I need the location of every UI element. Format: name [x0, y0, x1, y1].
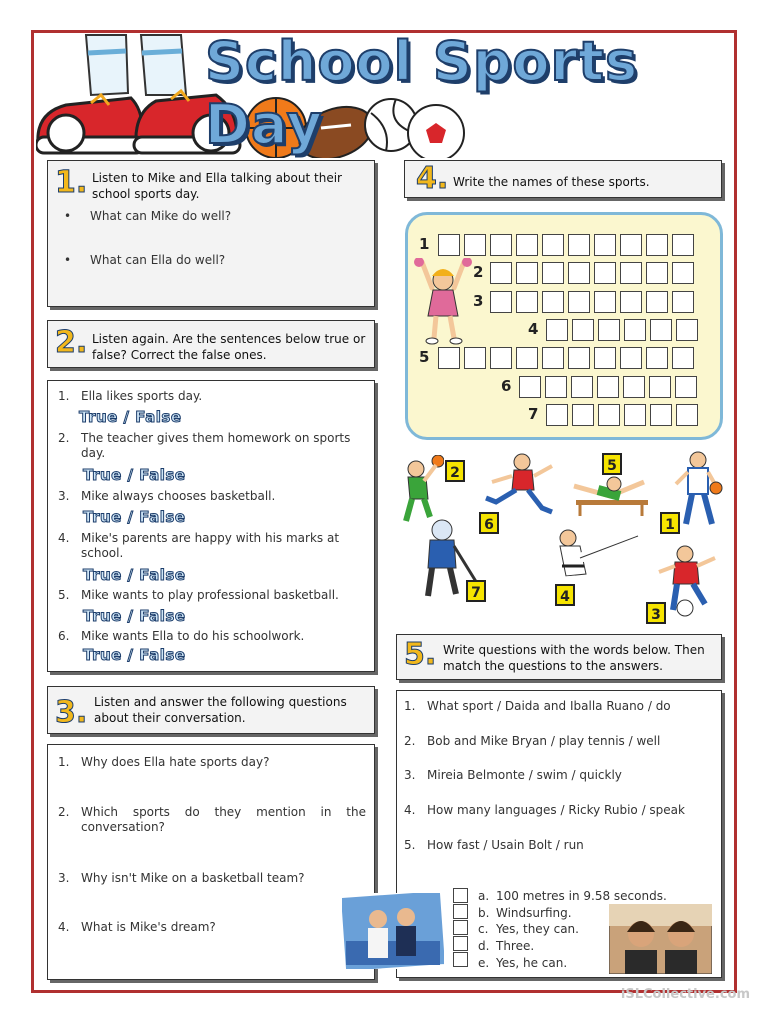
crossword-cell[interactable]: [646, 291, 668, 313]
section-1-question: What can Mike do well?: [90, 209, 232, 223]
item-number: 1.: [58, 755, 70, 769]
answer-letter: e.: [478, 956, 490, 970]
gymnast-illustration: [570, 474, 650, 516]
item-text: The teacher gives them homework on sports day.: [81, 431, 351, 460]
section-3-instruction: Listen and answer the following questions about their conversation.: [94, 695, 347, 725]
crossword-cell[interactable]: [516, 262, 538, 284]
crossword-cell[interactable]: [620, 262, 642, 284]
crossword-cell[interactable]: [620, 234, 642, 256]
crossword-cell[interactable]: [490, 262, 512, 284]
crossword-number: 6: [501, 377, 512, 395]
crossword-cell[interactable]: [598, 319, 620, 341]
crossword-cell[interactable]: [676, 404, 698, 426]
sport-badge: 1: [660, 512, 680, 534]
crossword-cell[interactable]: [672, 262, 694, 284]
crossword-cell[interactable]: [594, 234, 616, 256]
crossword-cell[interactable]: [490, 234, 512, 256]
item-text: Why isn't Mike on a basketball team?: [81, 871, 305, 885]
answer-letter: c.: [478, 922, 489, 936]
crossword-cell[interactable]: [572, 404, 594, 426]
sport-badge: 5: [602, 453, 622, 475]
crossword-cell[interactable]: [490, 347, 512, 369]
section-1-number: 1.: [55, 165, 88, 200]
section-4-instruction: Write the names of these sports.: [453, 175, 650, 189]
crossword-cell[interactable]: [542, 262, 564, 284]
basketball-boy-illustration: [398, 455, 444, 527]
answer-letter: a.: [478, 889, 490, 903]
item-text: Mike always chooses basketball.: [81, 489, 276, 503]
answer-text: Yes, he can.: [496, 956, 568, 970]
section-3-items-box: [47, 744, 375, 980]
crossword-number: 7: [528, 405, 539, 423]
section-1-instruction: Listen to Mike and Ella talking about their school sports day.: [92, 171, 342, 201]
item-text: Mike's parents are happy with his marks at school.: [81, 531, 340, 560]
crossword-cell[interactable]: [646, 234, 668, 256]
section-2-number: 2.: [55, 325, 88, 360]
item-number: 5.: [404, 838, 416, 852]
crossword-row-5: [438, 347, 694, 369]
crossword-cell[interactable]: [516, 234, 538, 256]
crossword-cell[interactable]: [542, 234, 564, 256]
running-boy-illustration: [482, 452, 560, 518]
section-2-instruction: Listen again. Are the sentences below true or false? Correct the false ones.: [92, 332, 366, 362]
crossword-number: 4: [528, 320, 539, 338]
crossword-cell[interactable]: [516, 291, 538, 313]
item-number: 1.: [404, 699, 416, 713]
item-number: 1.: [58, 389, 70, 403]
sport-badge: 6: [479, 512, 499, 534]
crossword-cell[interactable]: [672, 347, 694, 369]
crossword-row-6: [519, 376, 697, 398]
answer-text: 100 metres in 9.58 seconds.: [496, 889, 667, 903]
watermark: iSLCollective.com: [620, 987, 750, 1002]
answer-box[interactable]: [453, 936, 468, 951]
crossword-row-3: [490, 291, 694, 313]
true-false-choice[interactable]: True / False: [83, 566, 186, 584]
crossword-cell[interactable]: [464, 347, 486, 369]
crossword-row-2: [490, 262, 694, 284]
item-text: What is Mike's dream?: [81, 920, 216, 934]
crossword-cell[interactable]: [546, 319, 568, 341]
crossword-row-7: [546, 404, 698, 426]
crossword-cell[interactable]: [568, 262, 590, 284]
crossword-cell[interactable]: [672, 234, 694, 256]
section-3-number: 3.: [55, 695, 88, 730]
item-text: Bob and Mike Bryan / play tennis / well: [427, 734, 661, 748]
true-false-choice[interactable]: True / False: [83, 508, 186, 526]
page-title: School Sports Day: [205, 30, 639, 156]
crossword-row-1: [438, 234, 694, 256]
crossword-cell[interactable]: [649, 376, 671, 398]
crossword-cell[interactable]: [624, 404, 646, 426]
item-text: What sport / Daida and Iballa Ruano / do: [427, 699, 671, 713]
tennis-players-photo: [342, 893, 444, 969]
item-text: How fast / Usain Bolt / run: [427, 838, 584, 852]
item-number: 3.: [404, 768, 416, 782]
crossword-cell[interactable]: [598, 404, 620, 426]
item-number: 4.: [58, 920, 70, 934]
crossword-number: 1: [419, 235, 430, 253]
item-number: 4.: [58, 531, 70, 545]
item-number: 5.: [58, 588, 70, 602]
section-4-number: 4.: [416, 161, 449, 196]
sport-badge: 3: [646, 602, 666, 624]
true-false-choice[interactable]: True / False: [83, 466, 186, 484]
crossword-cell[interactable]: [571, 376, 593, 398]
crossword-cell[interactable]: [650, 404, 672, 426]
crossword-cell[interactable]: [546, 404, 568, 426]
item-text: Mireia Belmonte / swim / quickly: [427, 768, 622, 782]
crossword-cell[interactable]: [490, 291, 512, 313]
item-text: Which sports do they mention in the conversation?: [81, 805, 366, 834]
item-number: 2.: [404, 734, 416, 748]
windsurfers-photo: [609, 904, 712, 974]
crossword-cell[interactable]: [594, 347, 616, 369]
crossword-cell[interactable]: [542, 347, 564, 369]
answer-box[interactable]: [453, 952, 468, 967]
sport-badge: 7: [466, 580, 486, 602]
crossword-cell[interactable]: [620, 347, 642, 369]
crossword-cell[interactable]: [438, 347, 460, 369]
crossword-number: 5: [419, 348, 430, 366]
item-number: 3.: [58, 489, 70, 503]
crossword-cell[interactable]: [568, 291, 590, 313]
cheerleader-illustration: [414, 258, 472, 346]
true-false-choice[interactable]: True / False: [79, 408, 182, 426]
answer-text: Yes, they can.: [496, 922, 579, 936]
crossword-cell[interactable]: [568, 234, 590, 256]
answer-text: Three.: [496, 939, 535, 953]
crossword-cell[interactable]: [620, 291, 642, 313]
item-number: 6.: [58, 629, 70, 643]
crossword-cell[interactable]: [516, 347, 538, 369]
crossword-cell[interactable]: [572, 319, 594, 341]
true-false-choice[interactable]: True / False: [83, 607, 186, 625]
item-text: Why does Ella hate sports day?: [81, 755, 270, 769]
item-number: 2.: [58, 805, 70, 819]
sport-badge: 4: [555, 584, 575, 606]
basketball-player-illustration: [672, 450, 728, 532]
crossword-cell[interactable]: [624, 319, 646, 341]
answer-box[interactable]: [453, 904, 468, 919]
item-text: Mike wants Ella to do his schoolwork.: [81, 629, 305, 643]
crossword-cell[interactable]: [676, 319, 698, 341]
crossword-cell[interactable]: [623, 376, 645, 398]
answer-box[interactable]: [453, 888, 468, 903]
item-number: 4.: [404, 803, 416, 817]
crossword-cell[interactable]: [545, 376, 567, 398]
crossword-number: 3: [473, 292, 484, 310]
answer-box[interactable]: [453, 920, 468, 935]
item-number: 2.: [58, 431, 70, 445]
section-1-bullet: •: [64, 209, 72, 223]
section-1-bullet: •: [64, 253, 72, 267]
section-5-number: 5.: [404, 637, 437, 672]
section-5-instruction: Write questions with the words below. Then match the questions to the answers.: [443, 643, 705, 673]
crossword-cell[interactable]: [594, 291, 616, 313]
item-number: 3.: [58, 871, 70, 885]
sport-badge: 2: [445, 460, 465, 482]
item-text: Ella likes sports day.: [81, 389, 203, 403]
item-text: Mike wants to play professional basketball.: [81, 588, 339, 602]
answer-letter: b.: [478, 906, 490, 920]
answer-letter: d.: [478, 939, 490, 953]
crossword-cell[interactable]: [464, 234, 486, 256]
item-text: How many languages / Ricky Rubio / speak: [427, 803, 685, 817]
crossword-cell[interactable]: [438, 234, 460, 256]
crossword-number: 2: [473, 263, 484, 281]
crossword-cell[interactable]: [646, 347, 668, 369]
crossword-cell[interactable]: [650, 319, 672, 341]
crossword-cell[interactable]: [568, 347, 590, 369]
crossword-row-4: [546, 319, 698, 341]
crossword-cell[interactable]: [672, 291, 694, 313]
section-1-question: What can Ella do well?: [90, 253, 226, 267]
crossword-cell[interactable]: [646, 262, 668, 284]
crossword-cell[interactable]: [594, 262, 616, 284]
true-false-choice[interactable]: True / False: [83, 646, 186, 664]
crossword-cell[interactable]: [675, 376, 697, 398]
crossword-cell[interactable]: [519, 376, 541, 398]
answer-text: Windsurfing.: [496, 906, 572, 920]
crossword-cell[interactable]: [542, 291, 564, 313]
crossword-cell[interactable]: [597, 376, 619, 398]
